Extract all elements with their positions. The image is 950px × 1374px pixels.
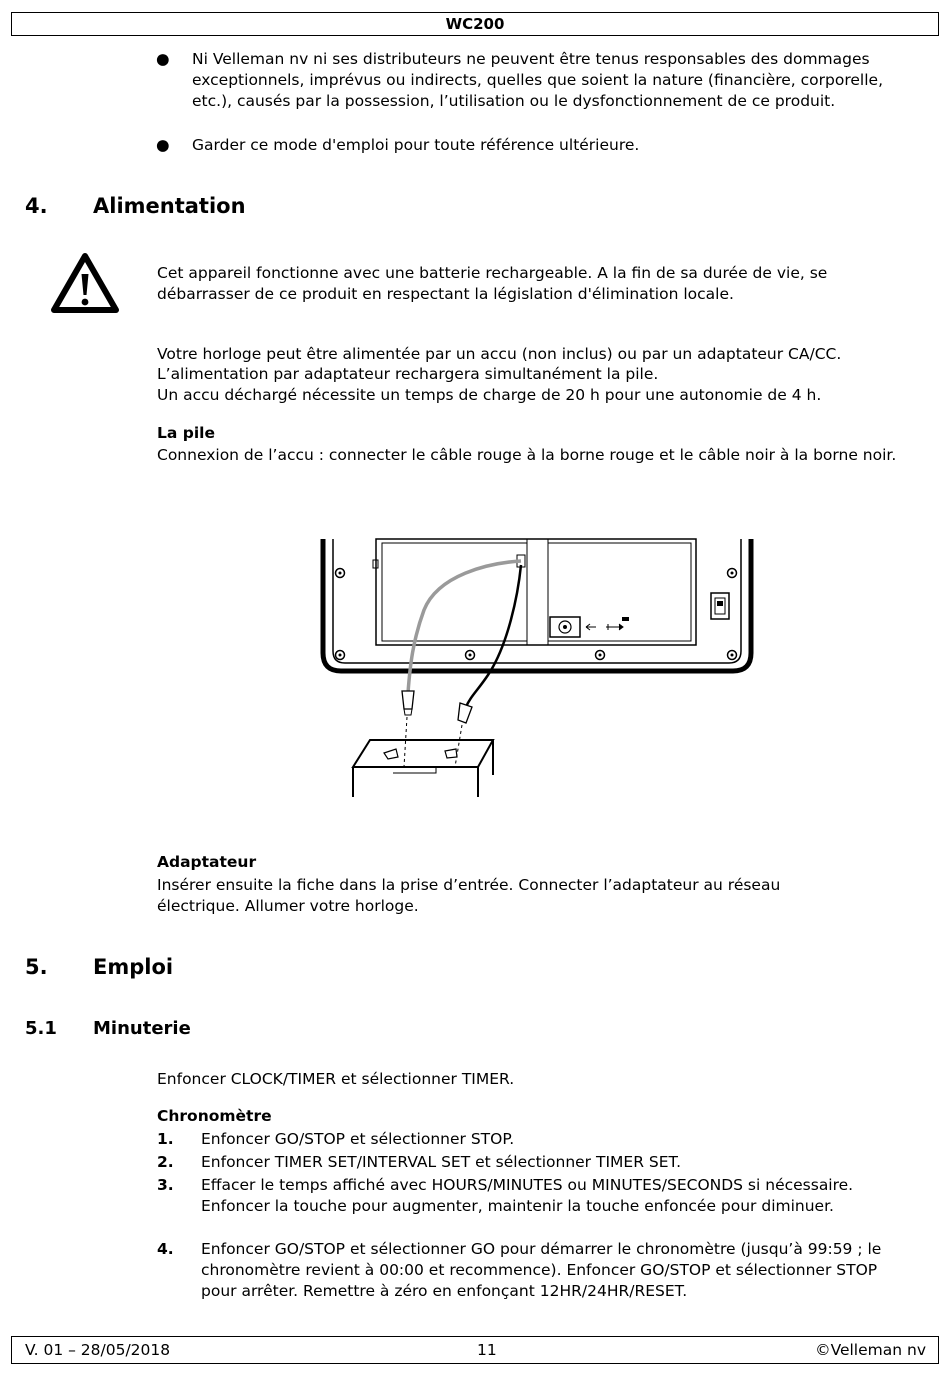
- page-footer: [11, 1336, 939, 1364]
- page-header: [11, 12, 939, 36]
- battery-connection-illustration: [318, 535, 758, 810]
- power-line-2: L’alimentation par adaptateur rechargera simultanément la pile.: [157, 365, 659, 383]
- power-line-1: Votre horloge peut être alimentée par un accu (non inclus) ou par un adaptateur CA/CC.: [157, 345, 842, 363]
- warning-text: Cet appareil fonctionne avec une batterie rechargeable. A la fin de sa durée de vie, se débarrasser de ce produit en respectant la législation d'élimination locale.: [157, 264, 828, 303]
- step-text: Enfoncer TIMER SET/INTERVAL SET et sélectionner TIMER SET.: [201, 1153, 682, 1171]
- stopwatch-heading: Chronomètre: [157, 1107, 272, 1125]
- bullet-text-keep-manual: Garder ce mode d'emploi pour toute référence ultérieure.: [192, 136, 640, 154]
- step-text: Effacer le temps affiché avec HOURS/MINUTES ou MINUTES/SECONDS si nécessaire. Enfoncer la touche pour augmenter, maintenir la touche enfoncée pour diminuer.: [201, 1176, 854, 1215]
- step-text: Enfoncer GO/STOP et sélectionner STOP.: [201, 1130, 515, 1148]
- section-title: Alimentation: [93, 194, 246, 218]
- adapter-text: Insérer ensuite la fiche dans la prise d’entrée. Connecter l’adaptateur au réseau électrique. Allumer votre horloge.: [157, 876, 781, 915]
- bullet-symbol: ●: [156, 136, 170, 154]
- bullet-text-liability: Ni Velleman nv ni ses distributeurs ne peuvent être tenus responsables des dommages exceptionnels, imprévus ou indirects, quelles que soient la nature (financière, corporelle, etc.), causés par la possession, l’utilisation ou le dysfonctionnement de ce produit.: [192, 50, 884, 110]
- footer-copyright: ©Velleman nv: [815, 1341, 926, 1359]
- section-number: 4.: [25, 194, 48, 218]
- subsection-number: 5.1: [25, 1018, 57, 1039]
- section-title: Emploi: [93, 955, 174, 979]
- footer-version: V. 01 – 28/05/2018: [25, 1341, 171, 1359]
- battery-heading: La pile: [157, 424, 215, 442]
- step-number: 1.: [157, 1130, 174, 1148]
- step-text: Enfoncer GO/STOP et sélectionner GO pour démarrer le chronomètre (jusqu’à 99:59 ; le chronomètre revient à 00:00 et recommence). Enfoncer GO/STOP et sélectionner STOP pour arrêter. Remettre à zéro en enfonçant 12HR/24HR/RESET.: [201, 1240, 882, 1300]
- subsection-title: Minuterie: [93, 1018, 191, 1039]
- adapter-heading: Adaptateur: [157, 853, 257, 871]
- battery-text: Connexion de l’accu : connecter le câble rouge à la borne rouge et le câble noir à la borne noir.: [157, 446, 897, 464]
- timer-intro: Enfoncer CLOCK/TIMER et sélectionner TIMER.: [157, 1070, 515, 1088]
- section-number: 5.: [25, 955, 48, 979]
- power-line-3: Un accu déchargé nécessite un temps de charge de 20 h pour une autonomie de 4 h.: [157, 386, 822, 404]
- step-number: 2.: [157, 1153, 174, 1171]
- footer-page-number: 11: [477, 1341, 497, 1359]
- bullet-symbol: ●: [156, 50, 170, 68]
- warning-triangle-icon: [50, 252, 120, 314]
- step-number: 3.: [157, 1176, 174, 1194]
- step-number: 4.: [157, 1240, 174, 1258]
- header-title: WC200: [445, 15, 505, 33]
